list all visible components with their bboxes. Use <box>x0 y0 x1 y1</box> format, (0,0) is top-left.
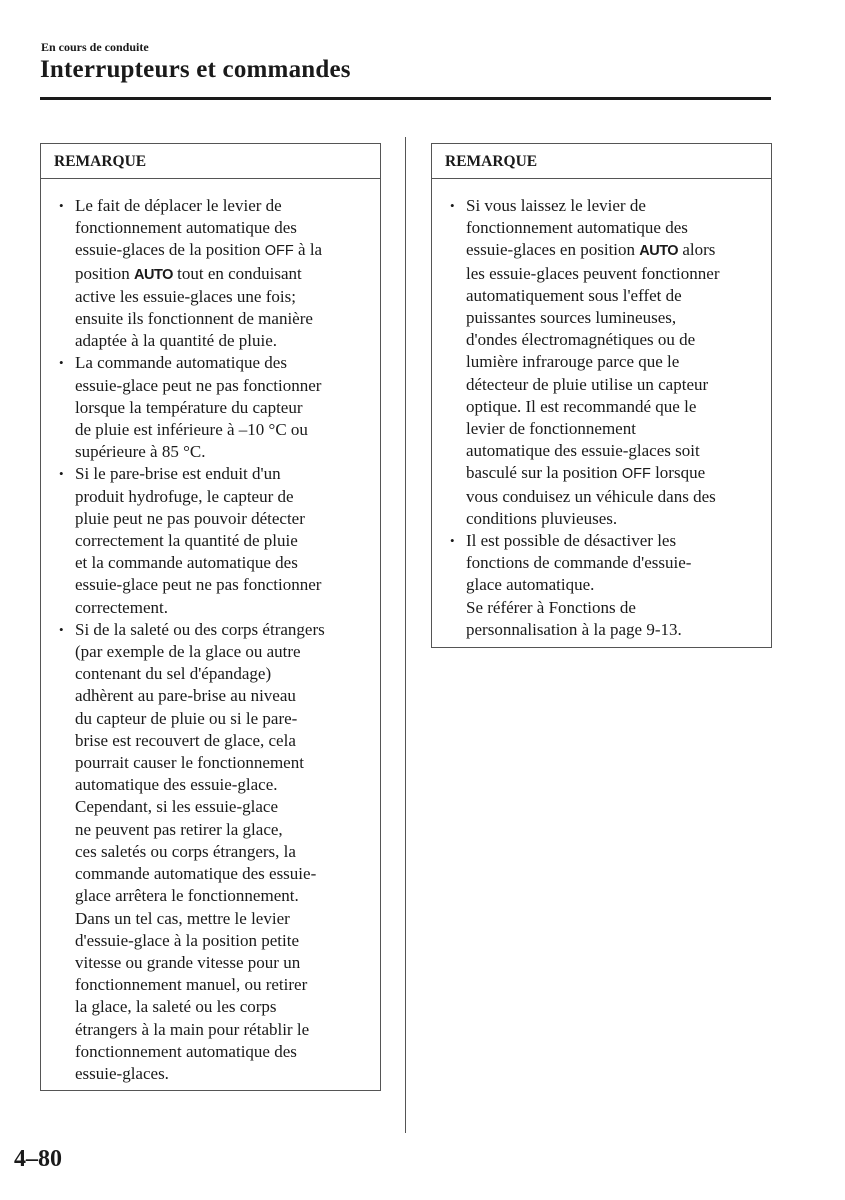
column-divider <box>405 137 406 1133</box>
item-text: La commande automatique des essuie-glace peut ne pas fonctionner lorsque la température du capteur de pluie est inférieure à –10 °C ou supérieure à 85 °C. <box>75 353 322 462</box>
right-note-item <box>466 530 763 641</box>
page-number: 4–80 <box>14 1146 62 1172</box>
right-note-box <box>431 143 772 648</box>
off-keyword: OFF <box>621 466 651 483</box>
auto-keyword: AUTO <box>134 266 173 283</box>
item-text: à la position <box>75 240 323 283</box>
left-note-item <box>75 352 372 463</box>
off-keyword: OFF <box>264 243 294 260</box>
auto-keyword: AUTO <box>639 243 679 260</box>
right-note-item <box>466 195 763 530</box>
left-note-heading: REMARQUE <box>41 144 380 179</box>
section-label: En cours de conduite <box>41 40 149 54</box>
item-text: lorsque vous conduisez un véhicule dans des conditions pluvieuses. <box>466 463 716 528</box>
item-text: Si le pare-brise est enduit d'un produit hydrofuge, le capteur de pluie peut ne pas pouvoir détecter correctement la quantité de pluie et la commande automatique des essuie-glace peut ne pas fonctionner correctement. <box>75 464 322 617</box>
left-note-item <box>75 463 372 618</box>
left-note-item <box>75 619 372 1085</box>
right-note-heading: REMARQUE <box>432 144 771 179</box>
left-note-list <box>41 179 380 1085</box>
item-text: tout en conduisant active les essuie-glaces une fois; ensuite ils fonctionnent de manière adaptée à la quantité de pluie. <box>75 263 313 351</box>
title-rule <box>40 97 771 100</box>
item-text: Si de la saleté ou des corps étrangers (par exemple de la glace ou autre contenant du sel d'épandage) adhèrent au pare-brise au niveau du capteur de pluie ou si le pare- brise est recouvert de glace, cela pourrait causer le fonctionnement automatique des essuie-glace. Cependant, si les essuie-glace ne peuvent pas retirer la glace, ces saletés ou corps étrangers, la commande automatique des essuie- glace arrêtera le fonctionnement. Dans un tel cas, mettre le levier d'essuie-glace à la position petite vitesse ou grande vitesse pour un fonctionnement manuel, ou retirer la glace, la saleté ou les corps étrangers à la main pour rétablir le fonctionnement automatique des essuie-glaces. <box>75 619 325 1083</box>
right-note-list <box>432 179 771 641</box>
item-text: alors les essuie-glaces peuvent fonctionner automatiquement sous l'effet de puissantes sources lumineuses, d'ondes électromagnétiques ou de lumière infrarouge parce que le détecteur de pluie utilise un capteur optique. Il est recommandé que le levier de fonctionnement automatique des essuie-glaces soit basculé sur la position <box>466 240 720 483</box>
item-text: Le fait de déplacer le levier de fonctionnement automatique des essuie-glaces de la position <box>75 196 297 260</box>
item-text: Il est possible de désactiver les fonctions de commande d'essuie- glace automatique. Se référer à Fonctions de personnalisation à la page 9-13. <box>466 531 692 639</box>
item-text: Si vous laissez le levier de fonctionnement automatique des essuie-glaces en position <box>466 196 688 260</box>
left-note-box <box>40 143 381 1091</box>
page-title: Interrupteurs et commandes <box>40 56 351 83</box>
left-note-item <box>75 195 372 352</box>
